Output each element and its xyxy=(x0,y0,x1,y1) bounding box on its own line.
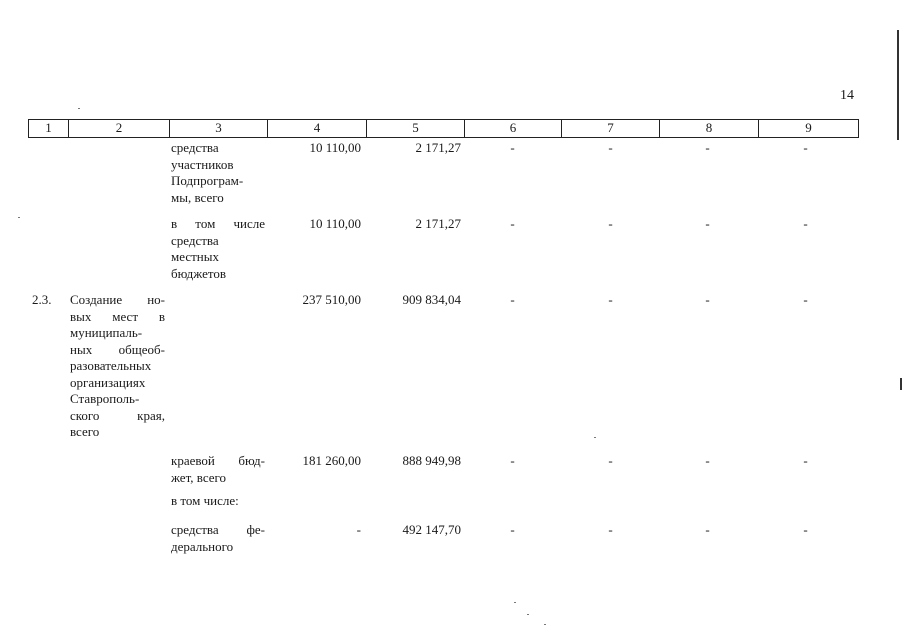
scan-dust xyxy=(544,624,546,625)
value-col-5: 2 171,27 xyxy=(415,140,461,155)
funding-source-line: средства xyxy=(171,140,219,155)
scan-dust xyxy=(527,614,529,615)
page-number: 14 xyxy=(840,88,854,103)
funding-source-line: Подпрограм- xyxy=(171,173,244,188)
scan-edge-mark xyxy=(900,378,902,390)
row-name xyxy=(70,292,165,441)
header-col-3: 3 xyxy=(170,120,268,137)
value-col-7: - xyxy=(608,453,613,468)
value-col-4: 10 110,00 xyxy=(309,216,361,231)
row-name-line: ского края, xyxy=(70,407,165,423)
funding-source-line: участников xyxy=(171,156,234,172)
value-col-6: - xyxy=(510,453,515,468)
funding-source-line: средства фе- xyxy=(171,522,265,537)
value-col-7: - xyxy=(608,216,613,231)
value-col-9: - xyxy=(803,522,808,537)
funding-source xyxy=(171,216,265,282)
header-col-6: 6 xyxy=(465,120,562,137)
value-col-5: 888 949,98 xyxy=(402,453,461,468)
funding-source-line: в том числе: xyxy=(171,493,239,508)
scan-dust xyxy=(18,217,20,218)
value-col-6: - xyxy=(510,140,515,155)
row-name-line: ных общеоб- xyxy=(70,341,165,357)
funding-source xyxy=(171,522,265,555)
header-col-1: 1 xyxy=(29,120,69,137)
row-name-line: муниципаль- xyxy=(70,325,143,340)
row-name-line: организациях xyxy=(70,374,146,390)
value-col-9: - xyxy=(803,292,808,307)
value-col-5: 492 147,70 xyxy=(402,522,461,537)
scan-dust xyxy=(594,437,596,438)
header-col-9: 9 xyxy=(805,120,812,135)
header-col-5: 5 xyxy=(367,120,465,137)
header-col-7: 7 xyxy=(562,120,660,137)
value-col-4: 181 260,00 xyxy=(302,453,361,468)
funding-source-line: краевой бюд- xyxy=(171,453,265,468)
value-col-9: - xyxy=(803,216,808,231)
value-col-9: - xyxy=(803,453,808,468)
header-col-8: 8 xyxy=(660,120,759,137)
value-col-8: - xyxy=(705,140,710,155)
value-col-5: 909 834,04 xyxy=(402,292,461,307)
funding-source xyxy=(171,140,265,206)
scan-edge-mark xyxy=(897,30,899,140)
funding-source-line: жет, всего xyxy=(171,469,227,485)
funding-source-line: местных xyxy=(171,249,219,264)
funding-source-line: средства xyxy=(171,232,219,248)
funding-source xyxy=(171,453,265,486)
value-col-8: - xyxy=(705,453,710,468)
value-col-5: 2 171,27 xyxy=(415,216,461,231)
value-col-4: - xyxy=(356,522,361,537)
row-name-line: Ставрополь- xyxy=(70,391,140,406)
row-name-line: разовательных xyxy=(70,358,152,373)
value-col-7: - xyxy=(608,140,613,155)
value-col-6: - xyxy=(510,292,515,307)
value-col-8: - xyxy=(705,292,710,307)
value-col-4: 10 110,00 xyxy=(309,140,361,155)
row-name-line: всего xyxy=(70,424,100,439)
scan-dust xyxy=(514,602,516,603)
funding-source-line: мы, всего xyxy=(171,189,224,205)
header-col-4: 4 xyxy=(268,120,367,137)
header-col-2: 2 xyxy=(69,120,170,137)
row-name-line: вых мест в xyxy=(70,308,165,324)
funding-source xyxy=(171,493,265,510)
funding-source-line: дерального xyxy=(171,538,234,554)
row-number: 2.3. xyxy=(32,292,52,307)
value-col-8: - xyxy=(705,522,710,537)
value-col-7: - xyxy=(608,292,613,307)
value-col-4: 237 510,00 xyxy=(302,292,361,307)
funding-source-line: бюджетов xyxy=(171,265,227,281)
value-col-7: - xyxy=(608,522,613,537)
funding-source-line: в том числе xyxy=(171,216,265,231)
value-col-6: - xyxy=(510,522,515,537)
value-col-6: - xyxy=(510,216,515,231)
table-header-row xyxy=(28,119,859,138)
row-name-line: Создание но- xyxy=(70,292,165,307)
scan-dust xyxy=(78,108,80,109)
value-col-9: - xyxy=(803,140,808,155)
value-col-8: - xyxy=(705,216,710,231)
